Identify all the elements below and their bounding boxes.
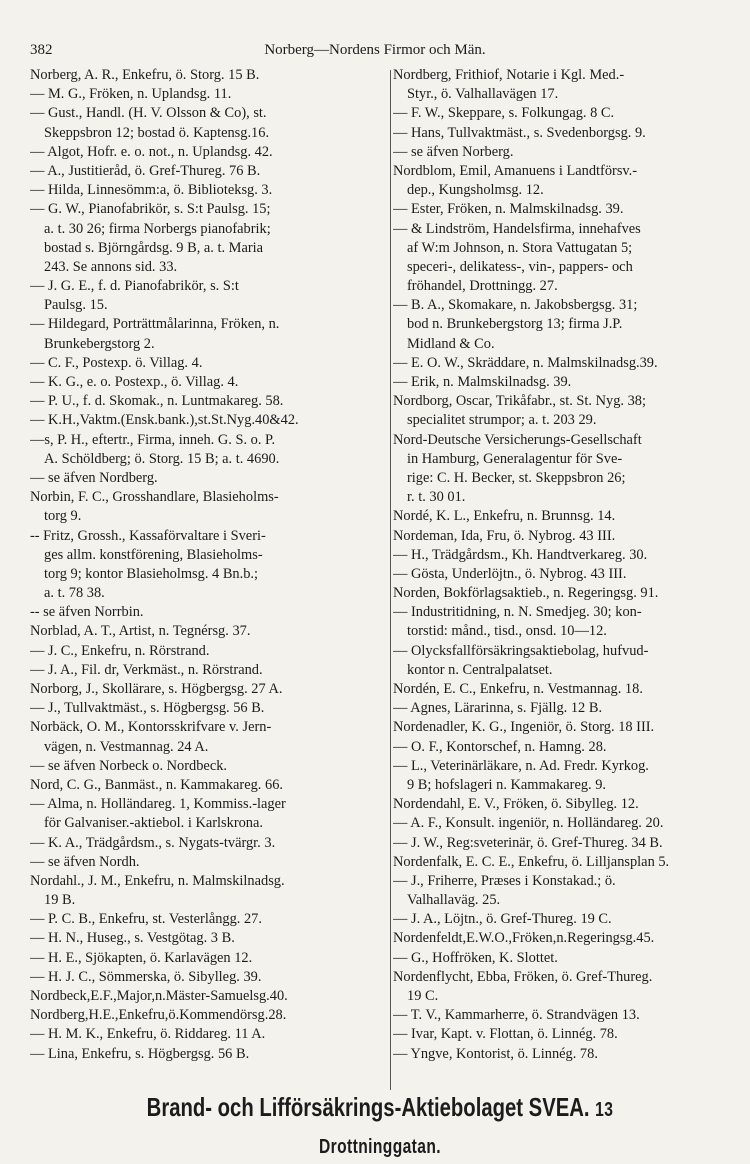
directory-entry-line xyxy=(30,1064,389,1066)
directory-entry-line: torg 9; kontor Blasieholmsg. 4 Bn.b.; xyxy=(44,565,258,582)
directory-entry-line: — Erik, n. Malmskilnadsg. 39. xyxy=(393,374,572,390)
directory-entry-line: Nordenfeldt,E.W.O.,Fröken,n.Regeringsg.45. xyxy=(393,930,655,947)
directory-entry-line: — H. M. K., Enkefru, ö. Riddareg. 11 A. xyxy=(30,1026,266,1043)
directory-entry-line: — se äfven Norbeck o. Nordbeck. xyxy=(30,757,227,774)
directory-entry-line: Nordé, K. L., Enkefru, n. Brunnsg. 14. xyxy=(393,508,616,525)
directory-entry-line xyxy=(393,1064,750,1066)
page-number: 382 xyxy=(30,42,53,58)
directory-entry-line: Norblad, A. T., Artist, n. Tegnérsg. 37. xyxy=(30,623,251,640)
directory-entry-line: Skeppsbron 12; bostad ö. Kaptensg.16. xyxy=(44,124,270,141)
right-column xyxy=(393,66,750,1066)
directory-entry-line: — Hilda, Linnesömm:a, ö. Biblioteksg. 3. xyxy=(30,182,273,199)
directory-entry-line: speceri-, delikatess-, vin-, pappers- och xyxy=(407,258,633,275)
directory-entry-line: Norberg, A. R., Enkefru, ö. Storg. 15 B. xyxy=(30,67,260,83)
directory-entry-line: Nordendahl, E. V., Fröken, ö. Sibylleg. 12. xyxy=(393,796,639,813)
directory-entry-line: vägen, n. Vestmannag. 24 A. xyxy=(44,738,209,755)
directory-entry-line: Valhallaväg. 25. xyxy=(407,892,501,909)
directory-entry-line: Norbäck, O. M., Kontorsskrifvare v. Jern- xyxy=(30,719,272,736)
directory-entry-line: — J. C., Enkefru, n. Rörstrand. xyxy=(30,642,210,659)
directory-entry-line: — K.H.,Vaktm.(Ensk.bank.),st.St.Nyg.40&42. xyxy=(30,412,299,429)
directory-entry-line: bod n. Brunkebergstorg 13; firma J.P. xyxy=(407,316,623,333)
footer-advertisement xyxy=(30,1090,730,1164)
directory-entry-line: — A., Justitieråd, ö. Gref-Thureg. 76 B. xyxy=(30,162,261,179)
directory-entry-line: — Ivar, Kapt. v. Flottan, ö. Linnég. 78. xyxy=(393,1026,618,1043)
directory-entry-line: fröhandel, Drottningg. 27. xyxy=(407,278,558,295)
directory-entry-line: Norbin, F. C., Grosshandlare, Blasieholms- xyxy=(30,489,279,506)
directory-entry-line: af W:m Johnson, n. Stora Vattugatan 5; xyxy=(407,239,633,256)
directory-entry-line: -- Fritz, Grossh., Kassaförvaltare i Sveri- xyxy=(30,527,266,544)
directory-entry-line: dep., Kungsholmsg. 12. xyxy=(407,182,544,199)
directory-entry-line: — Gösta, Underlöjtn., ö. Nybrog. 43 III. xyxy=(393,565,627,582)
directory-entry-line: — Ester, Fröken, n. Malmskilnadsg. 39. xyxy=(393,201,624,218)
directory-entry-line: A. Schöldberg; ö. Storg. 15 B; a. t. 4690. xyxy=(44,450,280,467)
directory-entry-line: Nordenfalk, E. C. E., Enkefru, ö. Lilljansplan 5. xyxy=(393,853,670,870)
directory-entry-line: Styr., ö. Valhallavägen 17. xyxy=(407,86,559,103)
directory-entry-line: — & Lindström, Handelsfirma, innehafves xyxy=(393,220,641,237)
directory-entry-line: a. t. 30 26; firma Norbergs pianofabrik; xyxy=(44,220,271,237)
directory-entry-line: Nordbeck,E.F.,Major,n.Mäster-Samuelsg.40. xyxy=(30,988,288,1004)
directory-entry-line: Nordenadler, K. G., Ingeniör, ö. Storg. 18 III. xyxy=(393,719,655,736)
directory-entry-line: 19 C. xyxy=(407,988,439,1004)
directory-entry-line: — J., Friherre, Præses i Konstakad.; ö. xyxy=(393,872,616,889)
directory-entry-line: — G., Hoffröken, K. Slottet. xyxy=(393,949,558,966)
directory-entry-line: Norborg, J., Skollärare, s. Högbergsg. 27 A. xyxy=(30,681,283,697)
directory-entry-line: — C. F., Postexp. ö. Villag. 4. xyxy=(30,354,203,371)
directory-entry-line: -- se äfven Norrbin. xyxy=(30,604,144,621)
directory-entry-line: a. t. 78 38. xyxy=(44,585,105,602)
directory-entry-line: — Hans, Tullvaktmäst., s. Svedenborgsg. 9. xyxy=(393,124,646,141)
page-header xyxy=(30,40,720,60)
directory-entry-line: Brunkebergstorg 2. xyxy=(44,335,155,352)
directory-entry-line: rige: C. H. Becker, st. Skeppsbron 26; xyxy=(407,469,626,486)
directory-entry-line: Nordeman, Ida, Fru, ö. Nybrog. 43 III. xyxy=(393,527,616,544)
directory-entry-line: — Gust., Handl. (H. V. Olsson & Co), st. xyxy=(30,105,267,122)
directory-entry-line: 9 B; hofslageri n. Kammakareg. 9. xyxy=(407,776,607,793)
directory-entry-line: Nordblom, Emil, Amanuens i Landtförsv.- xyxy=(393,162,638,179)
directory-entry-line: Paulsg. 15. xyxy=(44,297,108,314)
directory-entry-line: Nordén, E. C., Enkefru, n. Vestmannag. 18. xyxy=(393,681,643,697)
directory-entry-line: kontor n. Centralpalatset. xyxy=(407,661,553,678)
directory-entry-line: — J., Tullvaktmäst., s. Högbergsg. 56 B. xyxy=(30,700,265,717)
directory-entry-line: — se äfven Nordh. xyxy=(30,853,140,870)
directory-entry-line: in Hamburg, Generalagentur för Sve- xyxy=(407,450,623,467)
directory-entry-line: — Algot, Hofr. e. o. not., n. Uplandsg. 42. xyxy=(30,143,273,160)
directory-entry-line: Midland & Co. xyxy=(407,335,495,352)
directory-entry-line: ges allm. konstförening, Blasieholms- xyxy=(44,546,263,563)
directory-entry-line: —s, P. H., eftertr., Firma, inneh. G. S. o. P. xyxy=(30,431,276,448)
directory-entry-line: bostad s. Björngårdsg. 9 B, a. t. Maria xyxy=(44,239,264,256)
directory-entry-line: — T. V., Kammarherre, ö. Strandvägen 13. xyxy=(393,1007,640,1024)
directory-entry-line: — se äfven Norberg. xyxy=(393,143,514,160)
directory-entry-line: — O. F., Kontorschef, n. Hamng. 28. xyxy=(393,738,607,755)
directory-entry-line: 243. Se annons sid. 33. xyxy=(44,258,178,275)
directory-entry-line: Nordenflycht, Ebba, Fröken, ö. Gref-Thureg. xyxy=(393,968,653,985)
directory-entry-line: för Galvaniser.-aktiebol. i Karlskrona. xyxy=(44,815,263,832)
directory-entry-line: Nordberg,H.E.,Enkefru,ö.Kommendörsg.28. xyxy=(30,1007,287,1024)
directory-entry-line: Nord-Deutsche Versicherungs-Gesellschaft xyxy=(393,431,642,448)
running-title: Norberg—Nordens Firmor och Män. xyxy=(264,42,486,58)
directory-entry-line: — H., Trädgårdsm., Kh. Handtverkareg. 30. xyxy=(393,546,648,563)
directory-entry-line: torg 9. xyxy=(44,508,82,525)
directory-entry-line: — E. O. W., Skräddare, n. Malmskilnadsg.39. xyxy=(393,354,658,371)
directory-entry-line: specialitet strumpor; a. t. 203 29. xyxy=(407,412,597,429)
directory-entry-line: — M. G., Fröken, n. Uplandsg. 11. xyxy=(30,86,232,103)
directory-entry-line: — Olycksfallförsäkringsaktiebolag, hufvud- xyxy=(393,642,649,659)
directory-entry-line: — Agnes, Lärarinna, s. Fjällg. 12 B. xyxy=(393,700,603,717)
advert-address: 13 Drottninggatan. xyxy=(319,1099,614,1158)
directory-entry-line: — Yngve, Kontorist, ö. Linnég. 78. xyxy=(393,1045,598,1062)
advert-company: Brand- och Lifförsäkrings-Aktiebolaget SVEA. xyxy=(146,1092,590,1122)
directory-entry-line: — H. J. C., Sömmerska, ö. Sibylleg. 39. xyxy=(30,968,262,985)
directory-entry-line: — J. A., Fil. dr, Verkmäst., n. Rörstrand. xyxy=(30,661,263,678)
directory-entry-line: torstid: månd., tisd., onsd. 10—12. xyxy=(407,623,607,640)
directory-entry-line: — J. G. E., f. d. Pianofabrikör, s. S:t xyxy=(30,278,239,295)
directory-entry-line: — Alma, n. Holländareg. 1, Kommiss.-lager xyxy=(30,796,286,813)
directory-entry-line: — L., Veterinärläkare, n. Ad. Fredr. Kyrkog. xyxy=(393,757,649,774)
column-divider xyxy=(390,70,391,1090)
directory-entry-line: — H. N., Huseg., s. Vestgötag. 3 B. xyxy=(30,930,235,947)
directory-entry-line: — H. E., Sjökapten, ö. Karlavägen 12. xyxy=(30,949,253,966)
directory-entry-line: Norden, Bokförlagsaktieb., n. Regeringsg. 91. xyxy=(393,585,659,602)
directory-entry-line: — P. U., f. d. Skomak., n. Luntmakareg. 58. xyxy=(30,393,284,410)
directory-entry-line: Nord, C. G., Banmäst., n. Kammakareg. 66. xyxy=(30,776,283,793)
directory-entry-line: — J. W., Reg:sveterinär, ö. Gref-Thureg. 34 B. xyxy=(393,834,663,851)
directory-entry-line: — K. G., e. o. Postexp., ö. Villag. 4. xyxy=(30,374,239,390)
directory-entry-line: — A. F., Konsult. ingeniör, n. Holländareg. 20. xyxy=(393,815,664,832)
left-column xyxy=(30,66,389,1066)
directory-entry-line: — se äfven Nordberg. xyxy=(30,469,158,486)
directory-entry-line: — B. A., Skomakare, n. Jakobsbergsg. 31; xyxy=(393,297,638,314)
directory-entry-line: Nordahl., J. M., Enkefru, n. Malmskilnadsg. xyxy=(30,872,285,889)
directory-entry-line: — P. C. B., Enkefru, st. Vesterlångg. 27. xyxy=(30,911,262,928)
directory-entry-line: — J. A., Löjtn., ö. Gref-Thureg. 19 C. xyxy=(393,911,612,928)
directory-entry-line: r. t. 30 01. xyxy=(407,489,466,506)
directory-entry-line: — Hildegard, Porträttmålarinna, Fröken, n. xyxy=(30,316,280,333)
directory-entry-line: — G. W., Pianofabrikör, s. S:t Paulsg. 15; xyxy=(30,201,271,218)
directory-entry-line: Nordborg, Oscar, Trikåfabr., st. St. Nyg. 38; xyxy=(393,393,646,410)
directory-entry-line: — F. W., Skeppare, s. Folkungag. 8 C. xyxy=(393,105,615,122)
directory-entry-line: — K. A., Trädgårdsm., s. Nygats-tvärgr. 3. xyxy=(30,834,276,851)
directory-entry-line: 19 B. xyxy=(44,892,76,909)
directory-entry-line: — Industritidning, n. N. Smedjeg. 30; kon- xyxy=(393,604,642,621)
directory-entry-line: — Lina, Enkefru, s. Högbergsg. 56 B. xyxy=(30,1045,250,1062)
directory-entry-line: Nordberg, Frithiof, Notarie i Kgl. Med.- xyxy=(393,67,625,83)
